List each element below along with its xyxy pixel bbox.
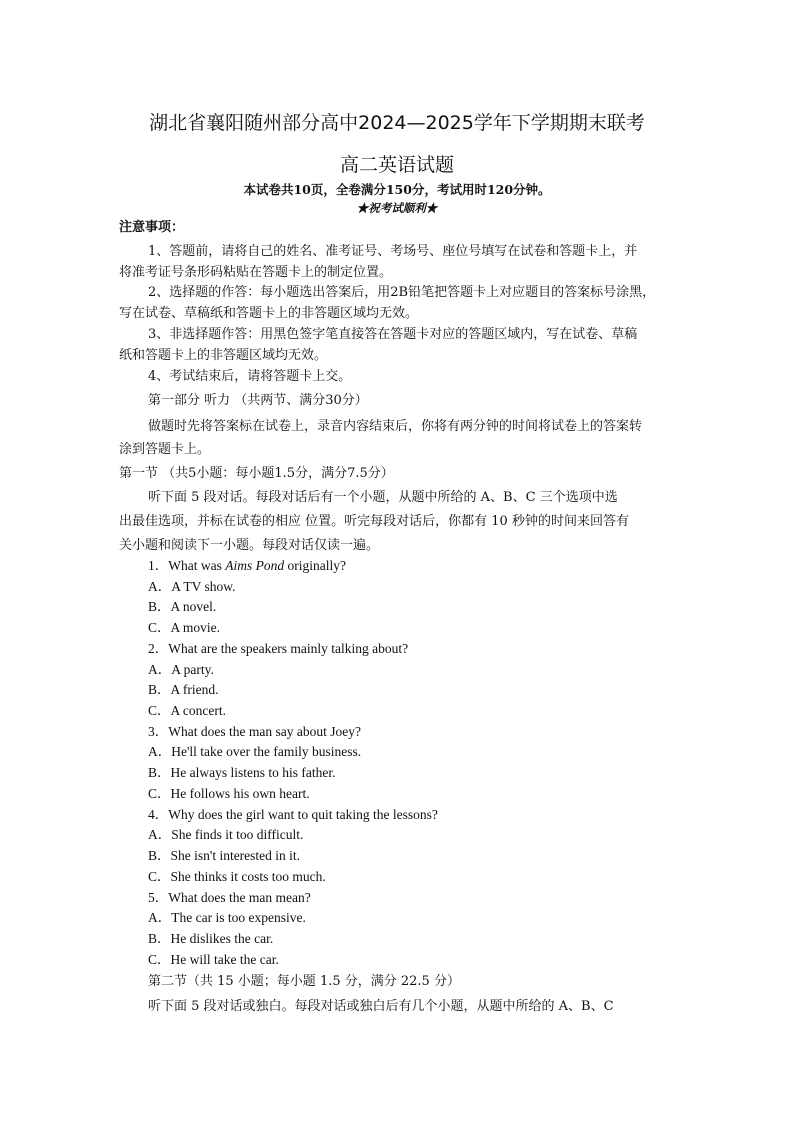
question-text: What does the man say about Joey? (168, 724, 361, 739)
question-5-stem (148, 889, 311, 907)
question-2-option-b: B．A friend. (148, 682, 219, 697)
notice-item-2-line-1: 2、选择题的作答：每小题选出答案后，用2B铅笔把答题卡上对应题目的答案标号涂黑， (148, 285, 656, 300)
exam-info: 本试卷共10页，全卷满分150分，考试用时120分钟。 (243, 182, 551, 197)
question-3-option-b: B．He always listens to his father. (148, 765, 336, 780)
question-text: What does the man mean? (168, 890, 311, 905)
question-1-option-a: A．A TV show. (148, 579, 236, 594)
question-number: 5． (148, 890, 169, 905)
section1-heading: 第一节 （共5小题：每小题1.5分，满分7.5分） (119, 466, 394, 481)
question-5-option-b: B．He dislikes the car. (148, 931, 274, 946)
notice-item-2-line-2: 写在试卷、草稿纸和答题卡上的非答题区域均无效。 (119, 306, 419, 321)
question-4-option-a: A．She finds it too difficult. (148, 827, 304, 842)
part1-intro-line-2: 涂到答题卡上。 (119, 442, 211, 457)
question-number: 1． (148, 558, 169, 573)
section2-intro-line-1: 听下面 5 段对话或独白。每段对话或独白后有几个小题，从题中所给的 A、B、C (148, 999, 614, 1014)
question-text: What are the speakers mainly talking about? (168, 641, 409, 656)
question-4-option-b: B．She isn't interested in it. (148, 848, 301, 863)
question-3-option-c: C．He follows his own heart. (148, 786, 310, 801)
exam-subtitle: 高二英语试题 (339, 154, 454, 176)
part1-intro-line-1: 做题时先将答案标在试卷上，录音内容结束后，你将有两分钟的时间将试卷上的答案转 (148, 419, 643, 434)
notice-item-1-line-1: 1、答题前，请将自己的姓名、准考证号、考场号、座位号填写在试卷和答题卡上，并 (148, 244, 638, 259)
question-4-stem (148, 806, 438, 824)
notice-item-3-line-1: 3、非选择题作答：用黑色签字笔直接答在答题卡对应的答题区域内，写在试卷、草稿 (148, 327, 638, 342)
question-text: originally? (284, 558, 346, 573)
blessing-text: ★祝考试顺利★ (356, 201, 438, 215)
part1-heading: 第一部分 听力 （共两节、满分30分） (148, 393, 368, 408)
question-2-option-c: C．A concert. (148, 703, 226, 718)
question-1-option-b: B．A novel. (148, 599, 217, 614)
question-2-stem (148, 640, 408, 658)
question-5-option-a: A．The car is too expensive. (148, 910, 306, 925)
question-text: Why does the girl want to quit taking the lessons? (168, 807, 438, 822)
question-2-option-a: A．A party. (148, 662, 214, 677)
question-italic-title: Aims Pond (225, 558, 285, 573)
notice-item-4: 4、考试结束后，请将答题卡上交。 (148, 369, 352, 384)
question-text: What was (168, 558, 226, 573)
section1-intro-line-2: 出最佳选项，并标在试卷的相应 位置。听完每段对话后，你都有 10 秒钟的时间来回答有 (119, 514, 629, 529)
notice-item-1-line-2: 将准考证号条形码粘贴在答题卡上的制定位置。 (119, 265, 393, 280)
exam-title: 湖北省襄阳随州部分高中2024—2025学年下学期期末联考 (149, 112, 645, 134)
question-number: 2． (148, 641, 169, 656)
question-4-option-c: C．She thinks it costs too much. (148, 869, 326, 884)
question-number: 4． (148, 807, 169, 822)
notice-item-3-line-2: 纸和答题卡上的非答题区域均无效。 (119, 348, 328, 363)
section1-intro-line-3: 关小题和阅读下一小题。每段对话仅读一遍。 (119, 538, 380, 553)
section2-heading: 第二节（共 15 小题；每小题 1.5 分，满分 22.5 分） (148, 974, 460, 989)
question-3-option-a: A．He'll take over the family business. (148, 744, 362, 759)
question-number: 3． (148, 724, 169, 739)
question-1-option-c: C．A movie. (148, 620, 221, 635)
question-1-stem (148, 557, 346, 575)
section1-intro-line-1: 听下面 5 段对话。每段对话后有一个小题，从题中所给的 A、B、C 三个选项中选 (148, 490, 618, 505)
question-3-stem (148, 723, 361, 741)
question-5-option-c: C．He will take the car. (148, 952, 279, 967)
notice-heading: 注意事项： (119, 220, 185, 235)
